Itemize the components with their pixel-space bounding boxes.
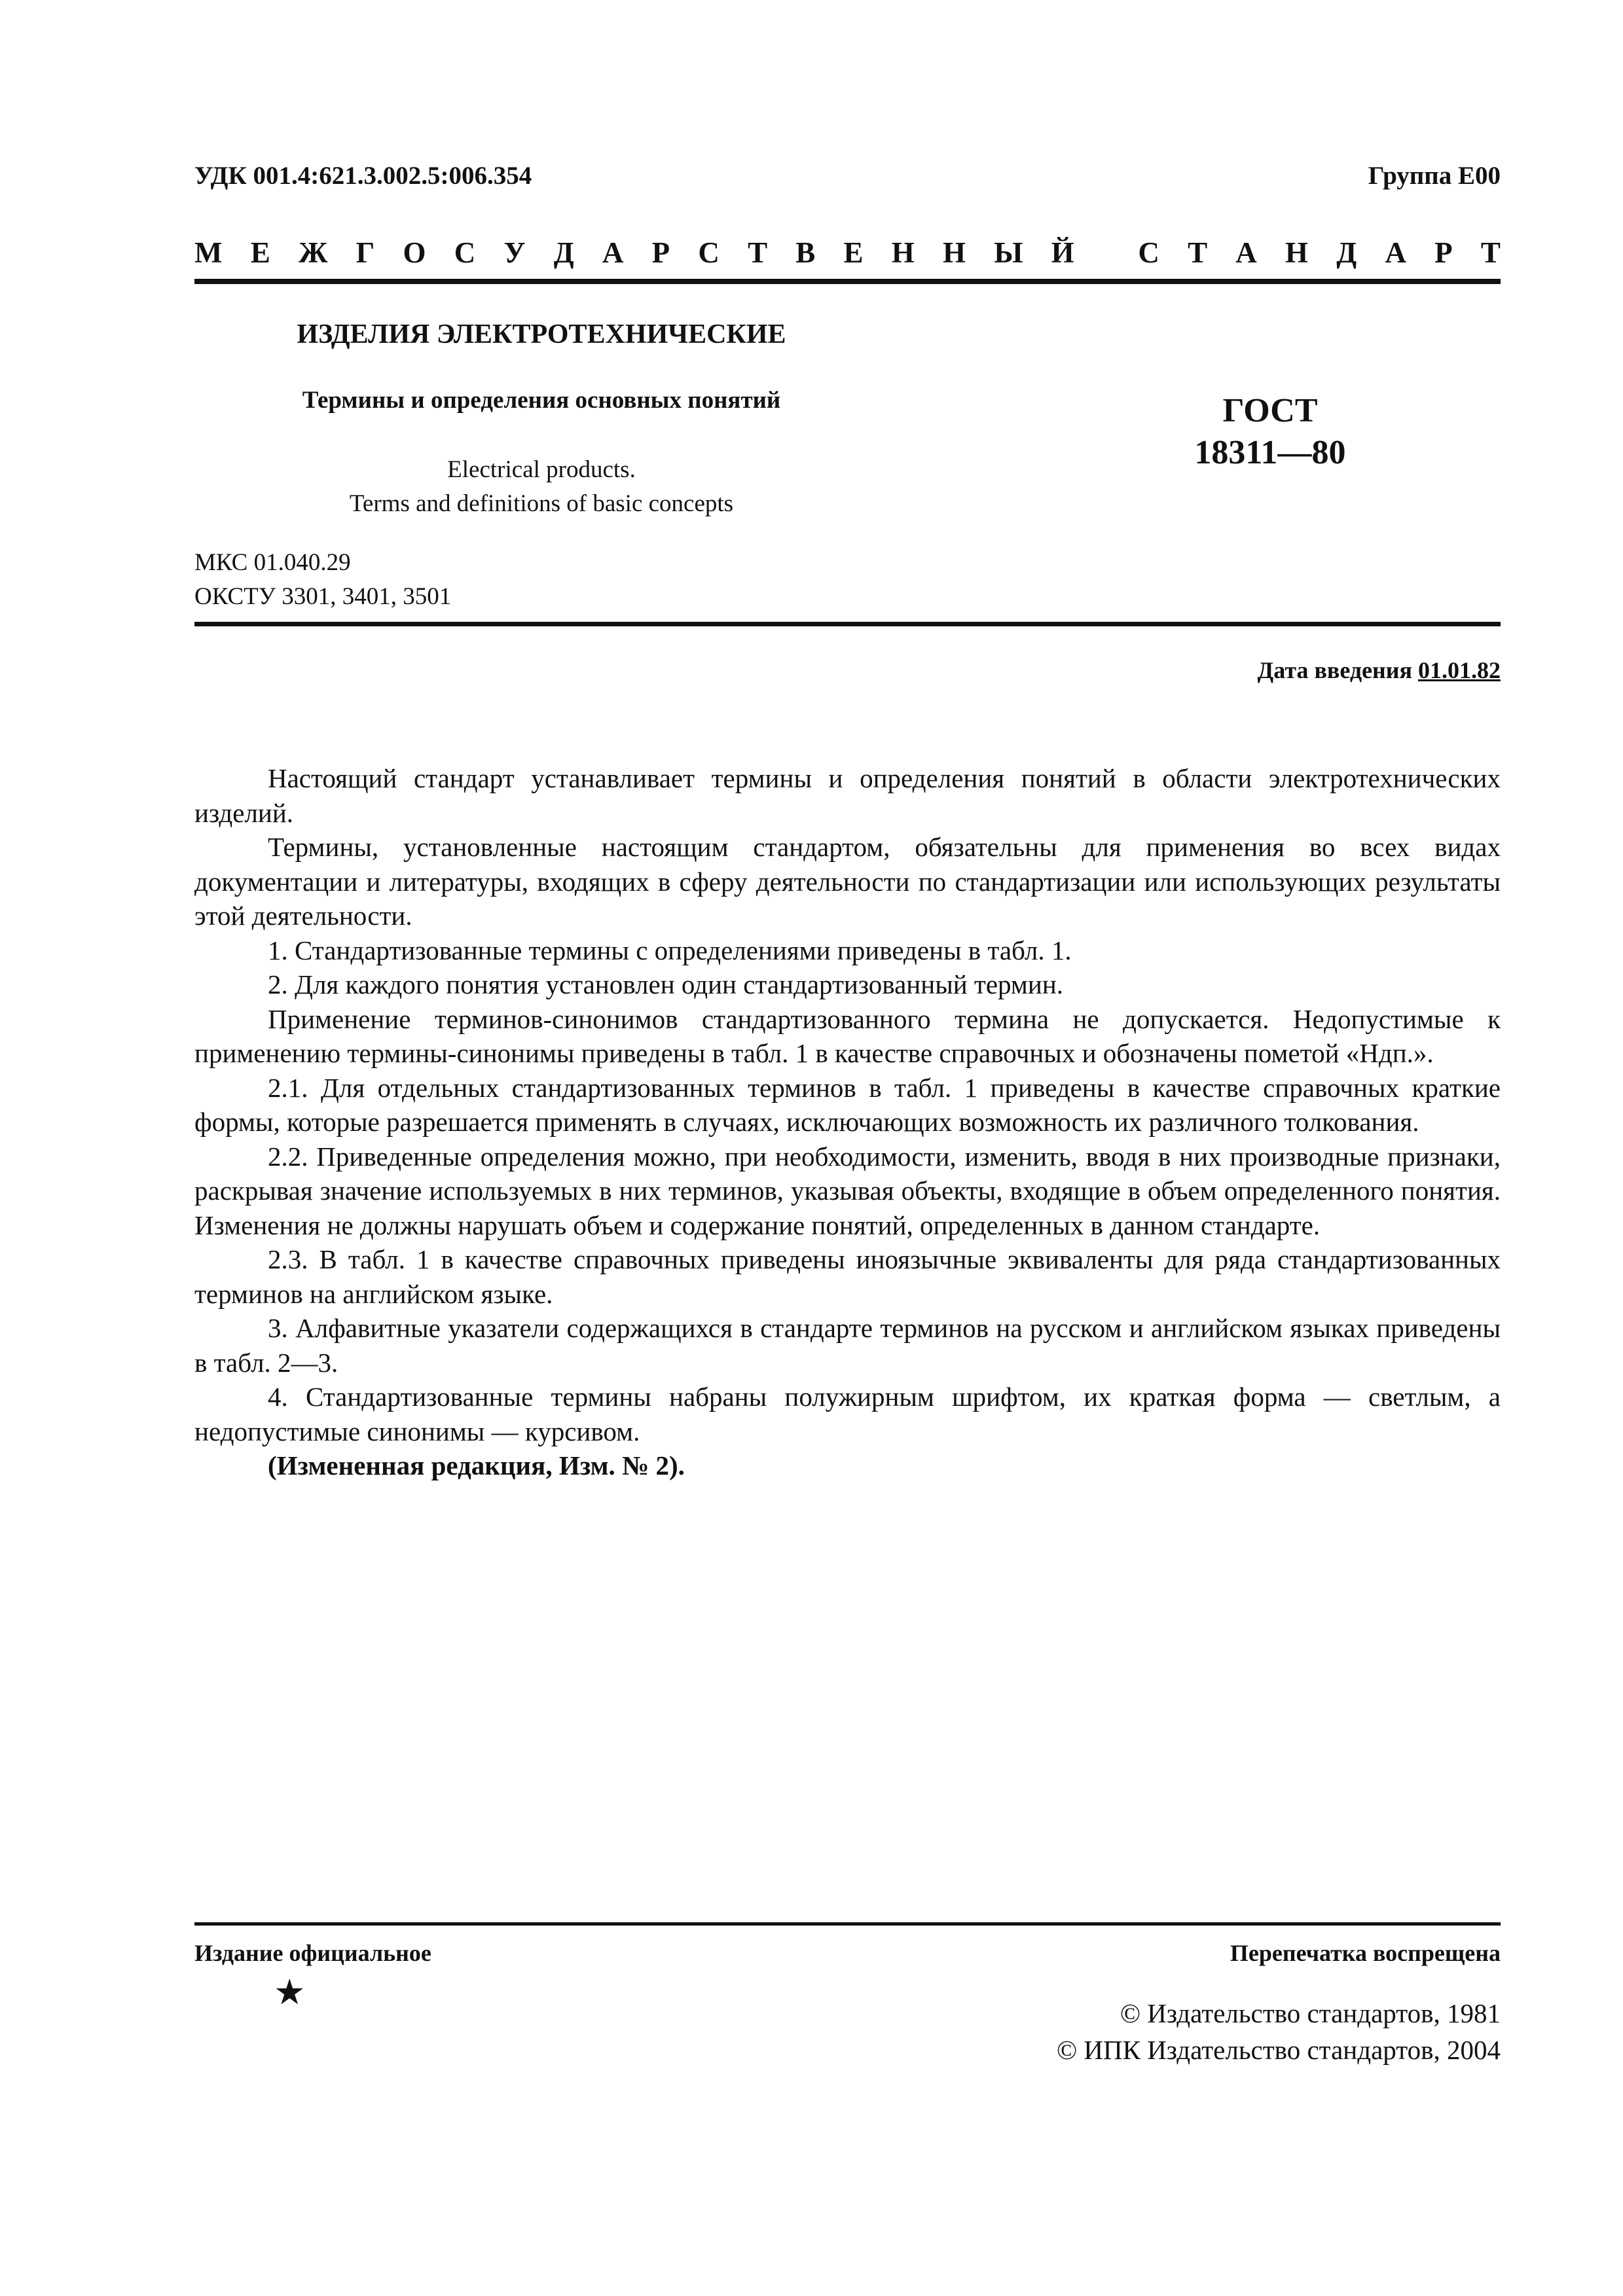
- official-edition: Издание официальное: [194, 1940, 431, 1966]
- paragraph: Применение терминов-синонимов стандартизованного термина не допускается. Недопустимые к применению термины-синонимы приведены в табл. 1 в качестве справочных и обозначены пометой «Ндп.».: [194, 1003, 1501, 1068]
- heading-letter: А: [1385, 236, 1406, 269]
- product-title: ИЗДЕЛИЯ ЭЛЕКТРОТЕХНИЧЕСКИЕ: [297, 319, 786, 350]
- heading-letter: Е: [250, 236, 270, 269]
- udk-code: УДК 001.4:621.3.002.5:006.354: [194, 162, 532, 190]
- copyright-line: © ИПК Издательство стандартов, 2004: [1056, 2035, 1501, 2065]
- heading-letter: Ы: [994, 236, 1023, 269]
- group-code: Группа Е00: [1368, 162, 1501, 190]
- paragraph: 4. Стандартизованные термины набраны полужирным шрифтом, их краткая форма — светлым, а недопустимые синонимы — курсивом.: [194, 1382, 1501, 1446]
- gost-designation: [1139, 390, 1401, 474]
- heading-letter: О: [403, 236, 426, 269]
- star-icon: ★: [274, 1973, 306, 2012]
- heading-letter: В: [795, 236, 816, 269]
- classification-codes: [194, 546, 451, 614]
- paragraph: 2.3. В табл. 1 в качестве справочных приведены иноязычные эквиваленты для ряда стандартизованных терминов на английском языке.: [194, 1244, 1501, 1309]
- introduction-date: [1258, 656, 1501, 684]
- heading-letter: С: [454, 236, 476, 269]
- heading-letter: А: [602, 236, 624, 269]
- date-label: Дата введения: [1257, 657, 1412, 683]
- paragraph: 2.2. Приведенные определения можно, при необходимости, изменить, вводя в них производные признаки, раскрывая значение используемых в них терминов, указывая объекты, входящие в объем определенного понятия. Изменения не должны нарушать объем и содержание понятий, определенных в данном стандарте.: [194, 1141, 1501, 1240]
- gost-number: 18311—80: [1194, 434, 1346, 471]
- english-title: [194, 453, 888, 521]
- heading-letter: Н: [1285, 236, 1309, 269]
- date-value: 01.01.82: [1418, 657, 1501, 683]
- title-divider: [194, 622, 1501, 626]
- heading-letter: Й: [1051, 236, 1074, 269]
- heading-letter: Т: [748, 236, 768, 269]
- heading-gap: [1103, 236, 1110, 270]
- heading-letter: Т: [1188, 236, 1208, 269]
- heading-letter: А: [1235, 236, 1257, 269]
- heading-letter: Д: [1336, 236, 1357, 269]
- heading-letter: Н: [943, 236, 966, 269]
- paragraph: 2.1. Для отдельных стандартизованных терминов в табл. 1 приведены в качестве справочных краткие формы, которые разрешается применять в случаях, исключающих возможность их различного толкования.: [194, 1072, 1501, 1137]
- paragraph: Настоящий стандарт устанавливает термины и определения понятий в области электротехнических изделий.: [194, 763, 1501, 828]
- paragraph: 1. Стандартизованные термины с определениями приведены в табл. 1.: [268, 935, 1072, 965]
- body-text: [194, 761, 1501, 1483]
- heading-letter: Т: [1480, 236, 1501, 269]
- heading-letter: Р: [651, 236, 670, 269]
- okstu-code: ОКСТУ 3301, 3401, 3501: [194, 583, 452, 610]
- heading-letter: Р: [1434, 236, 1453, 269]
- english-title-line: Electrical products.: [447, 456, 636, 483]
- heading-letter: С: [698, 236, 720, 269]
- copyright-block: [1057, 1995, 1501, 2068]
- heading-letter: Ж: [298, 236, 328, 269]
- interstate-standard-heading: [194, 236, 1501, 270]
- paragraph: Термины, установленные настоящим стандартом, обязательны для применения во всех видах документации и литературы, входящих в сферу деятельности по стандартизации или использующих результаты этой деятельности.: [194, 832, 1501, 931]
- header-divider: [194, 279, 1501, 284]
- footer-divider: [194, 1922, 1501, 1926]
- heading-letter: У: [503, 236, 526, 269]
- gost-label: ГОСТ: [1222, 392, 1318, 429]
- paragraph: 2. Для каждого понятия установлен один стандартизованный термин.: [268, 969, 1064, 999]
- heading-letter: Г: [356, 236, 375, 269]
- reprint-prohibited: Перепечатка воспрещена: [1230, 1940, 1501, 1966]
- copyright-line: © Издательство стандартов, 1981: [1120, 1998, 1501, 2028]
- heading-letter: Е: [843, 236, 864, 269]
- amendment-note: (Измененная редакция, Изм. № 2).: [268, 1450, 685, 1480]
- paragraph: 3. Алфавитные указатели содержащихся в стандарте терминов на русском и английском языках приведены в табл. 2—3.: [194, 1313, 1501, 1378]
- heading-letter: Н: [891, 236, 915, 269]
- heading-letter: М: [194, 236, 223, 269]
- mks-code: МКС 01.040.29: [194, 549, 351, 576]
- heading-letter: Д: [553, 236, 574, 269]
- heading-letter: С: [1138, 236, 1159, 269]
- english-title-line: Terms and definitions of basic concepts: [349, 490, 734, 517]
- product-subtitle: Термины и определения основных понятий: [302, 387, 781, 414]
